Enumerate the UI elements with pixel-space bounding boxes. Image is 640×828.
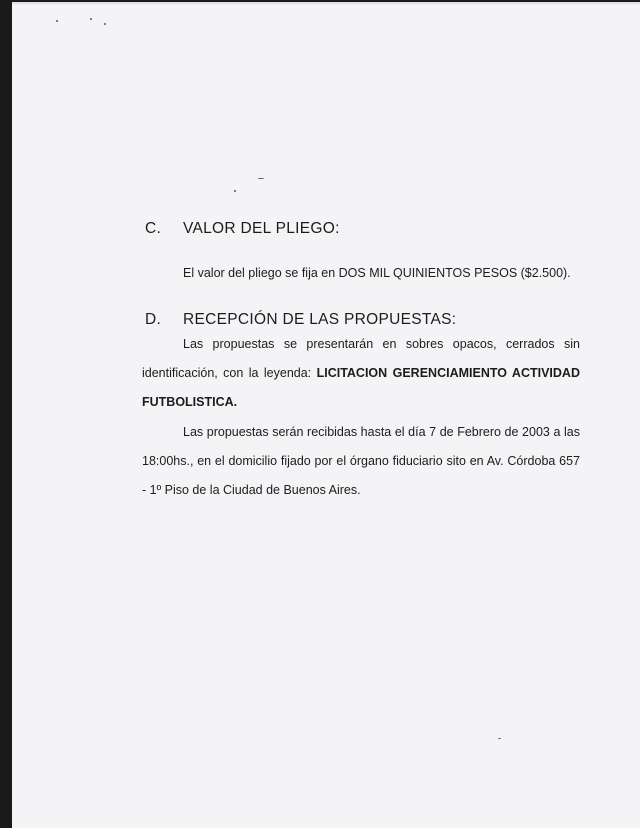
section-d-paragraph-2 xyxy=(142,418,580,505)
section-c-letter: C. xyxy=(145,220,162,237)
page-top-edge xyxy=(12,2,640,5)
section-d-title: RECEPCIÓN DE LAS PROPUESTAS: xyxy=(183,311,457,328)
section-d-paragraph-2-text: Las propuestas serán recibidas hasta el día 7 de Febrero de 2003 a las 18:00hs., en el domicilio fijado por el órgano fiduciario sito en Av. Córdoba 657 - 1º Piso de la Ciudad de Buenos Aires. xyxy=(142,425,580,497)
section-d-legend: LICITACION GERENCIAMIENTO ACTIVIDAD FUTBOLISTICA. xyxy=(142,366,580,409)
section-d-letter: D. xyxy=(145,311,162,328)
scan-speck xyxy=(104,23,106,25)
scan-speck xyxy=(234,190,236,192)
scan-speck xyxy=(90,18,92,20)
scan-speck xyxy=(258,178,264,179)
scan-speck xyxy=(56,20,58,22)
section-d-paragraph-1-text: Las propuestas se presentarán en sobres opacos, cerrados sin identificación, con la leyenda: xyxy=(142,337,580,380)
document-page xyxy=(12,2,640,828)
scan-speck xyxy=(498,738,501,739)
section-d-paragraph-1 xyxy=(142,330,580,417)
section-c-title: VALOR DEL PLIEGO: xyxy=(183,220,340,237)
section-c-text: El valor del pliego se fija en DOS MIL QUINIENTOS PESOS ($2.500). xyxy=(183,266,571,280)
